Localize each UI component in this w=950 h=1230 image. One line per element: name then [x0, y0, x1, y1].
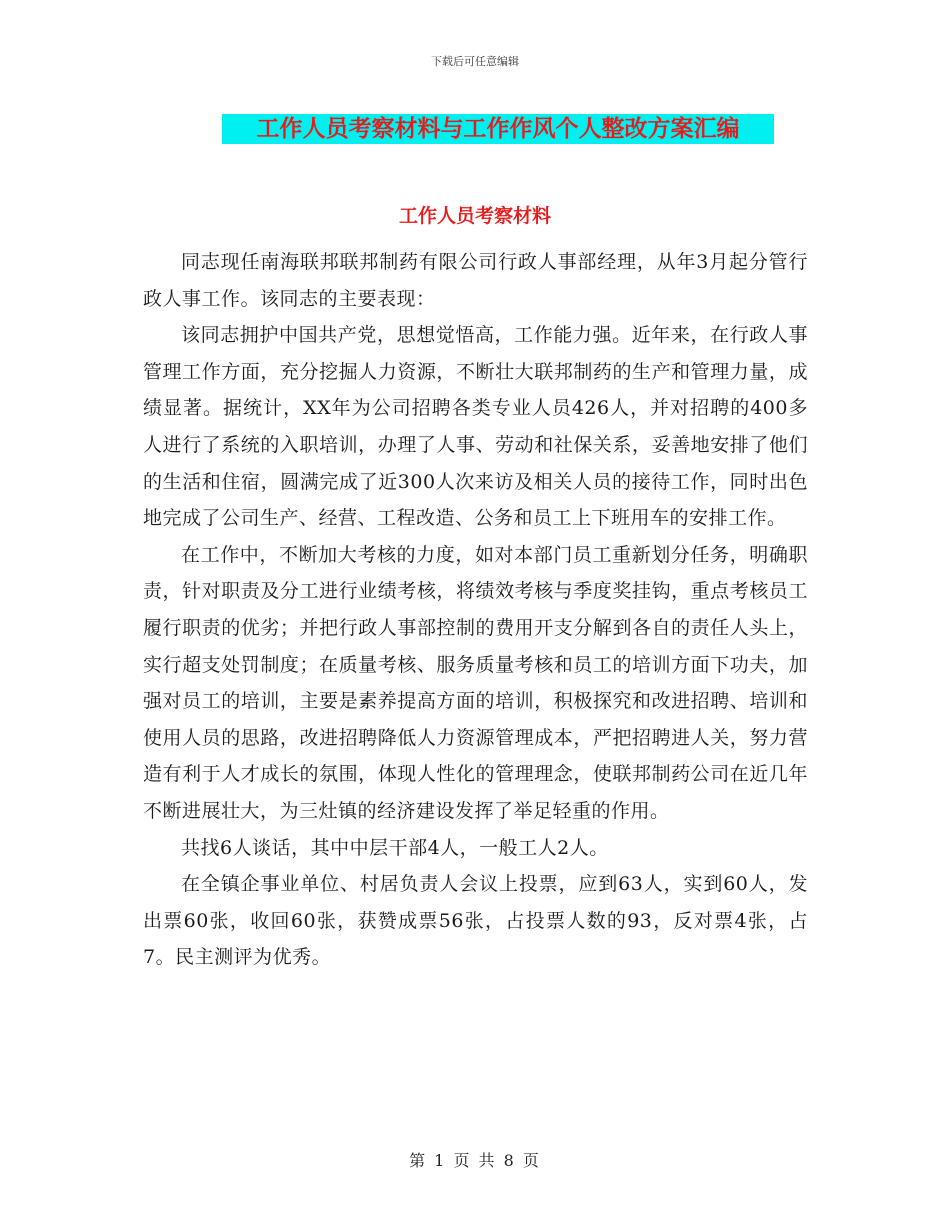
paragraph-intro: 同志现任南海联邦联邦制药有限公司行政人事部经理，从年3月起分管行政人事工作。该同志的主要表现： [143, 251, 808, 310]
body-content [143, 244, 808, 976]
page-number-footer: 第 1 页 共 8 页 [409, 1151, 541, 1170]
paragraph-assessment: 在工作中，不断加大考核的力度，如对本部门员工重新划分任务，明确职责，针对职责及分工进行业绩考核，将绩效考核与季度奖挂钩，重点考核员工履行职责的优劣；并把行政人事部控制的费用开支分解到各自的责任人头上，实行超支处罚制度；在质量考核、服务质量考核和员工的培训方面下功夫，加强对员工的培训，主要是素养提高方面的培训，积极探究和改进招聘、培训和使用人员的思路，改进招聘降低人力资源管理成本，严把招聘进人关，努力营造有利于人才成长的氛围，体现人性化的管理理念，使联邦制药公司在近几年不断进展壮大，为三灶镇的经济建设发挥了举足轻重的作用。 [143, 543, 808, 822]
paragraph-interviews: 共找6人谈话，其中中层干部4人，一般工人2人。 [181, 836, 609, 859]
paragraph-performance: 该同志拥护中国共产党，思想觉悟高，工作能力强。近年来，在行政人事管理工作方面，充分挖掘人力资源，不断壮大联邦制药的生产和管理力量，成绩显著。据统计，XX年为公司招聘各类专业人员426人，并对招聘的400多人进行了系统的入职培训，办理了人事、劳动和社保关系，妥善地安排了他们的生活和住宿，圆满完成了近300人次来访及相关人员的接待工作，同时出色地完成了公司生产、经营、工程改造、公务和员工上下班用车的安排工作。 [143, 324, 808, 530]
document-main-title: 工作人员考察材料与工作作风个人整改方案汇编 [222, 114, 774, 144]
section-title: 工作人员考察材料 [398, 205, 551, 227]
header-note: 下载后可任意编辑 [431, 55, 519, 68]
paragraph-voting: 在全镇企事业单位、村居负责人会议上投票，应到63人，实到60人，发出票60张，收回60张，获赞成票56张，占投票人数的93，反对票4张，占7。民主测评为优秀。 [143, 873, 808, 969]
